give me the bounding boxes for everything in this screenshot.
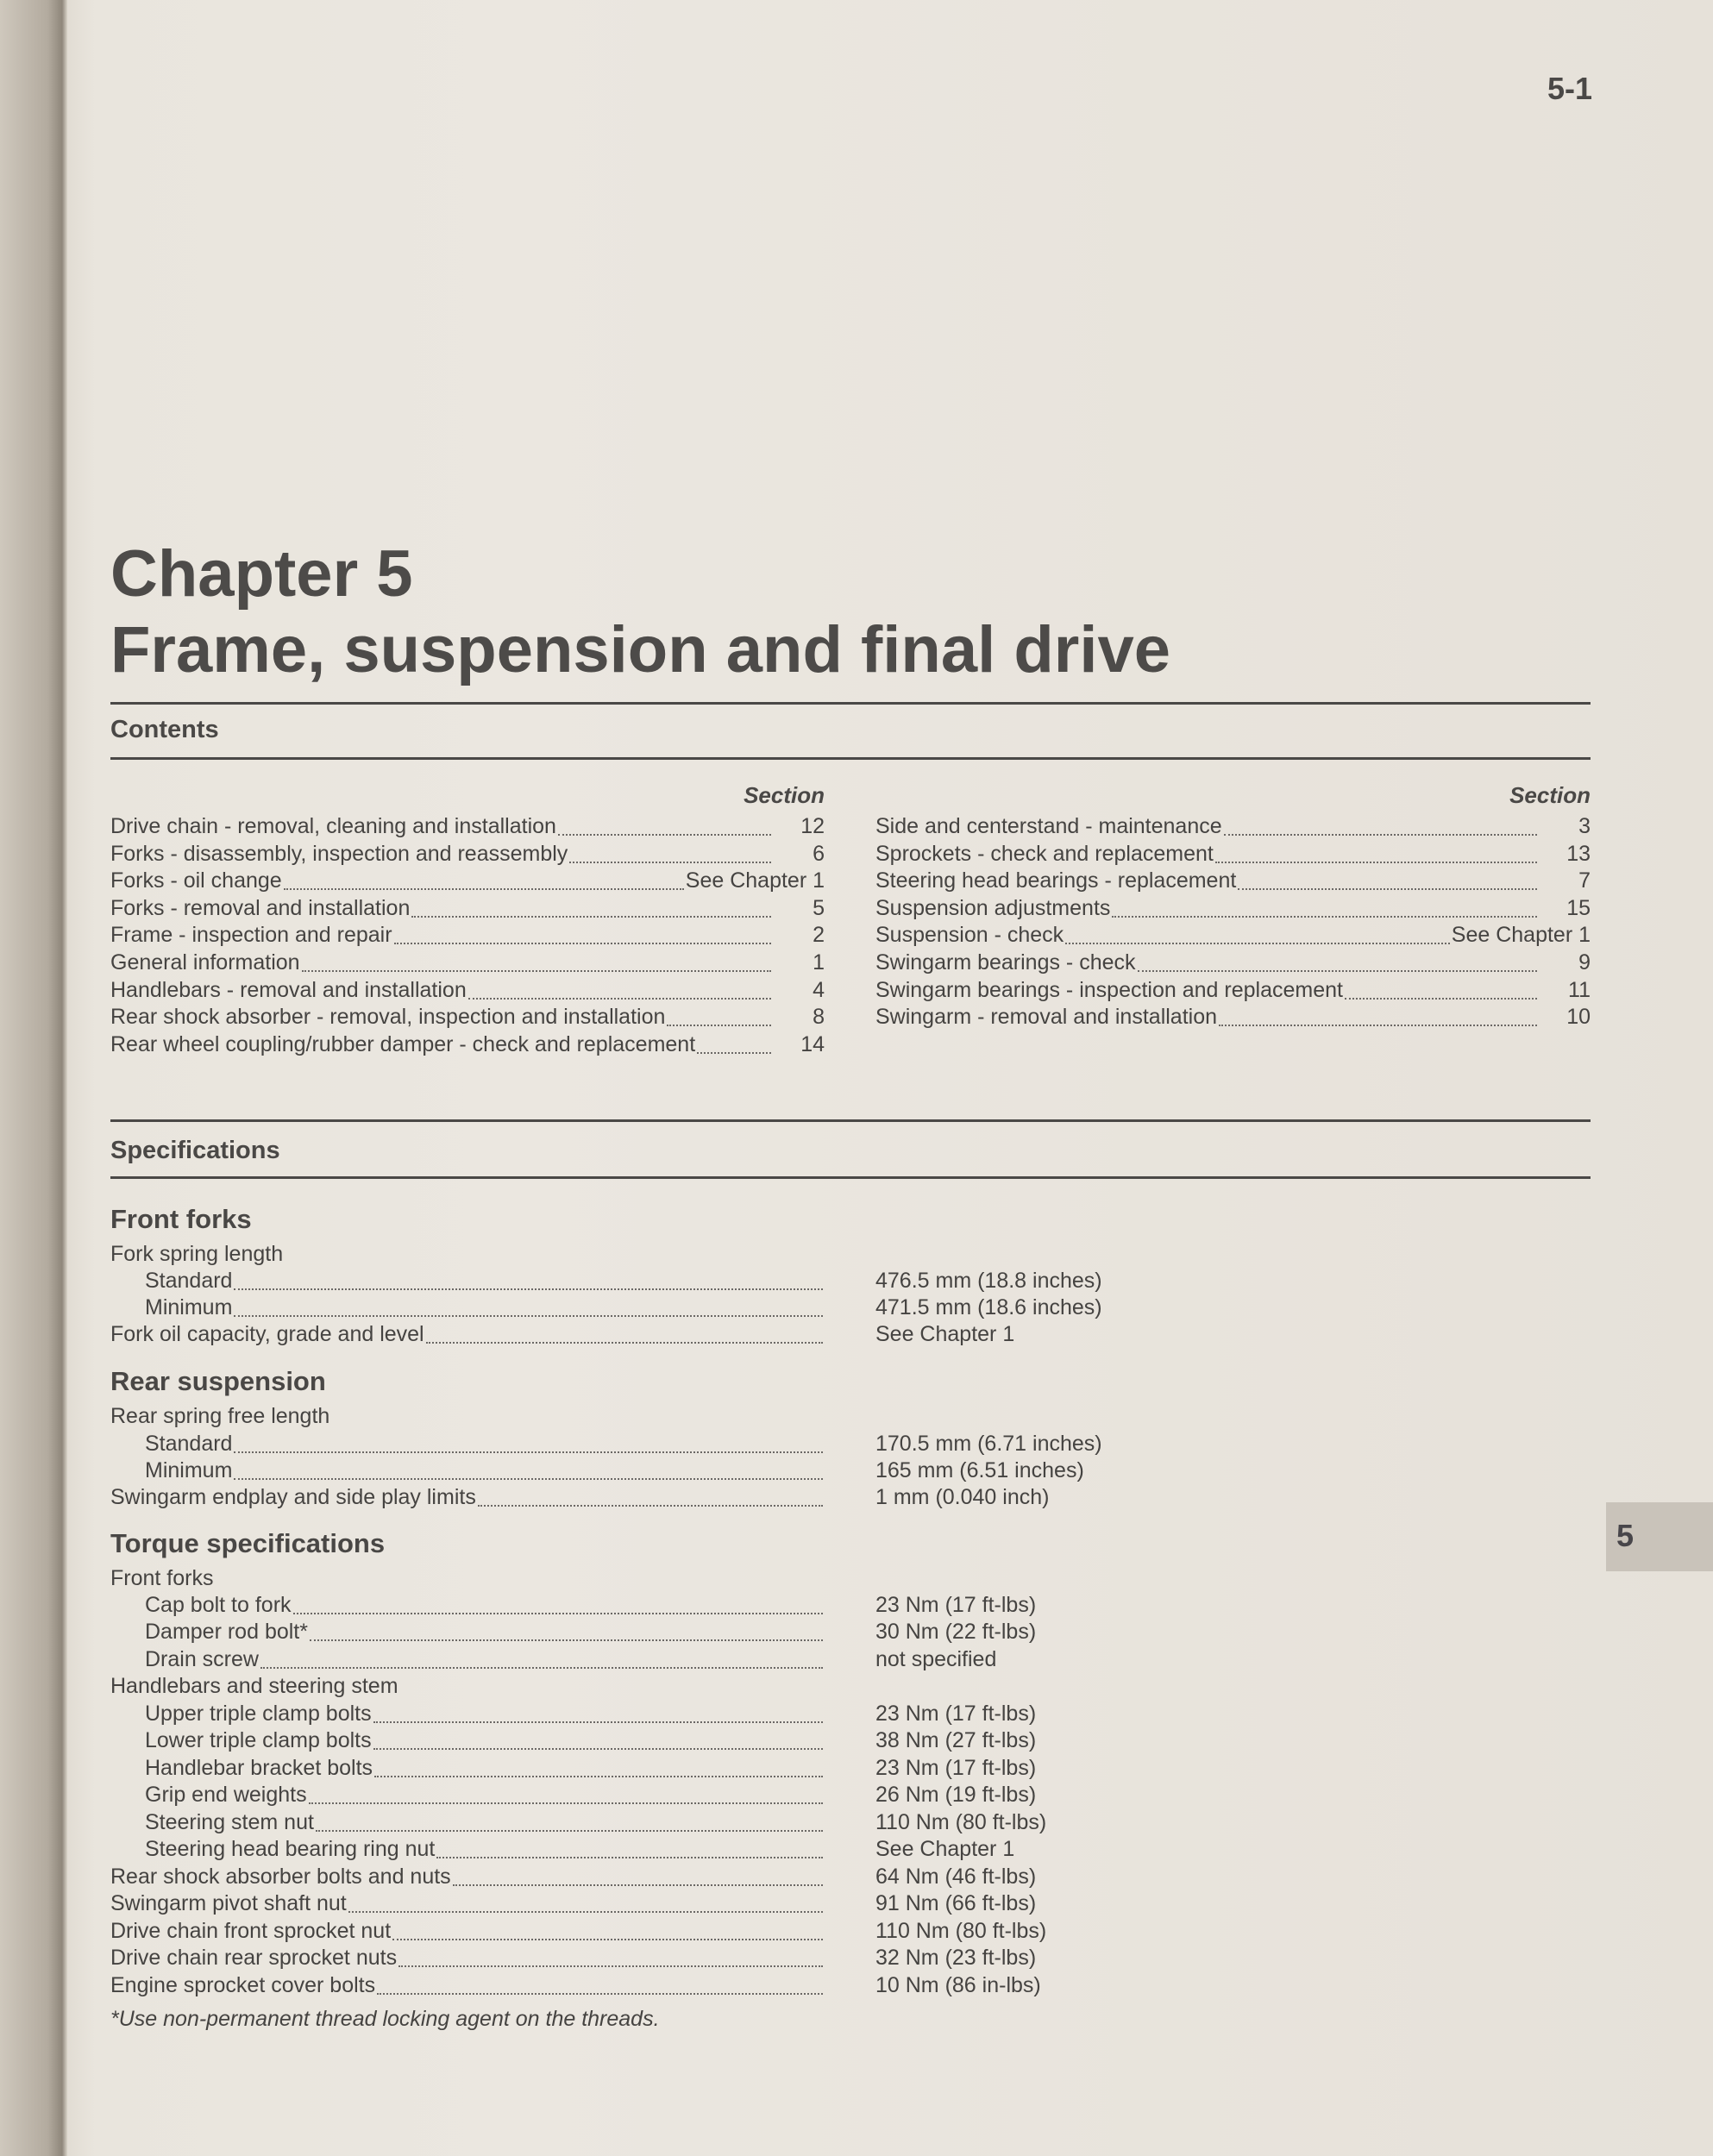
footnote: *Use non-permanent thread locking agent on the threads.: [110, 2007, 660, 2031]
toc-entry[interactable]: Suspension adjustments 15: [875, 896, 1591, 920]
spec-value: 64 Nm (46 ft-lbs): [875, 1865, 1037, 1889]
spec-row: Minimum: [145, 1458, 825, 1486]
section-column-header-left: Section: [744, 782, 825, 808]
rule-specifications: [110, 1119, 1591, 1122]
spec-subheading: Rear spring free length: [110, 1404, 330, 1428]
toc-entry[interactable]: Swingarm - removal and installation 10: [875, 1005, 1591, 1029]
torque-heading: Torque specifications: [110, 1528, 386, 1558]
rule-specifications-bottom: [110, 1176, 1591, 1179]
spec-value: 23 Nm (17 ft-lbs): [875, 1593, 1037, 1617]
spec-row: Steering stem nut: [145, 1810, 825, 1838]
spec-value: 471.5 mm (18.6 inches): [875, 1295, 1102, 1319]
spec-value: 23 Nm (17 ft-lbs): [875, 1756, 1037, 1780]
spec-subheading: Front forks: [110, 1566, 214, 1590]
chapter-number: Chapter 5: [110, 537, 413, 611]
spec-row: Cap bolt to fork: [145, 1593, 825, 1620]
spec-value: 26 Nm (19 ft-lbs): [875, 1783, 1037, 1807]
chapter-name: Frame, suspension and final drive: [110, 613, 1170, 686]
toc-entry[interactable]: Forks - removal and installation 5: [110, 896, 825, 920]
chapter-title: [110, 536, 1490, 688]
spec-value: 30 Nm (22 ft-lbs): [875, 1620, 1037, 1644]
spec-row: Engine sprocket cover bolts: [110, 1973, 825, 2001]
spec-subheading: Fork spring length: [110, 1242, 284, 1266]
toc-entry[interactable]: Rear shock absorber - removal, inspection and installation 8: [110, 1005, 825, 1029]
section-column-header-right: Section: [1509, 782, 1591, 808]
toc-entry[interactable]: Drive chain - removal, cleaning and installation 12: [110, 814, 825, 838]
spec-value: 110 Nm (80 ft-lbs): [875, 1919, 1047, 1943]
chapter-tab[interactable]: [1606, 1502, 1713, 1571]
spec-value: 1 mm (0.040 inch): [875, 1485, 1050, 1509]
spec-row: Drain screw: [145, 1647, 825, 1675]
spec-row: Damper rod bolt*: [145, 1620, 825, 1647]
toc-entry[interactable]: Forks - disassembly, inspection and reassembly 6: [110, 842, 825, 866]
toc-entry[interactable]: Side and centerstand - maintenance 3: [875, 814, 1591, 838]
spec-value: 10 Nm (86 in-lbs): [875, 1973, 1041, 1997]
toc-entry[interactable]: Forks - oil change See Chapter 1: [110, 868, 825, 893]
spec-value: 91 Nm (66 ft-lbs): [875, 1891, 1037, 1915]
spec-row: Handlebar bracket bolts: [145, 1756, 825, 1783]
toc-entry[interactable]: Sprockets - check and replacement 13: [875, 842, 1591, 866]
toc-entry[interactable]: Suspension - check See Chapter 1: [875, 923, 1591, 947]
toc-entry[interactable]: Steering head bearings - replacement 7: [875, 868, 1591, 893]
toc-entry[interactable]: Frame - inspection and repair 2: [110, 923, 825, 947]
spec-row: Lower triple clamp bolts: [145, 1728, 825, 1756]
spec-value: not specified: [875, 1647, 997, 1671]
spec-value: 165 mm (6.51 inches): [875, 1458, 1084, 1482]
spec-row: Swingarm endplay and side play limits: [110, 1485, 825, 1513]
spec-row: Standard: [145, 1269, 825, 1296]
toc-entry[interactable]: Rear wheel coupling/rubber damper - check and replacement 14: [110, 1032, 825, 1056]
spec-row: Minimum: [145, 1295, 825, 1323]
rule-contents: [110, 757, 1591, 760]
spec-row: Upper triple clamp bolts: [145, 1702, 825, 1729]
toc-entry[interactable]: General information 1: [110, 950, 825, 975]
toc-entry[interactable]: Swingarm bearings - inspection and replacement 11: [875, 978, 1591, 1002]
spec-value: 23 Nm (17 ft-lbs): [875, 1702, 1037, 1726]
spec-row: Fork oil capacity, grade and level: [110, 1322, 825, 1350]
spec-row: Swingarm pivot shaft nut: [110, 1891, 825, 1919]
spec-row: Drive chain rear sprocket nuts: [110, 1946, 825, 1973]
spec-row: Drive chain front sprocket nut: [110, 1919, 825, 1946]
spec-value: 110 Nm (80 ft-lbs): [875, 1810, 1047, 1834]
spec-value: 170.5 mm (6.71 inches): [875, 1432, 1102, 1456]
spec-row: Grip end weights: [145, 1783, 825, 1810]
contents-heading: Contents: [110, 716, 219, 743]
spec-value: 476.5 mm (18.8 inches): [875, 1269, 1102, 1293]
spec-subheading: Handlebars and steering stem: [110, 1674, 398, 1698]
rear-suspension-heading: Rear suspension: [110, 1366, 326, 1396]
toc-entry[interactable]: Handlebars - removal and installation 4: [110, 978, 825, 1002]
front-forks-heading: Front forks: [110, 1204, 252, 1234]
spec-row: Rear shock absorber bolts and nuts: [110, 1865, 825, 1892]
spec-value: See Chapter 1: [875, 1837, 1015, 1861]
spec-row: Standard: [145, 1432, 825, 1459]
spec-value: 32 Nm (23 ft-lbs): [875, 1946, 1037, 1970]
page-binding: [0, 0, 67, 2156]
spec-row: Steering head bearing ring nut: [145, 1837, 825, 1865]
toc-entry[interactable]: Swingarm bearings - check 9: [875, 950, 1591, 975]
page-number: 5-1: [1547, 71, 1592, 106]
specifications-heading: Specifications: [110, 1137, 280, 1164]
spec-value: 38 Nm (27 ft-lbs): [875, 1728, 1037, 1752]
chapter-tab-number: 5: [1616, 1518, 1635, 1553]
rule-top: [110, 702, 1591, 705]
spec-value: See Chapter 1: [875, 1322, 1015, 1346]
